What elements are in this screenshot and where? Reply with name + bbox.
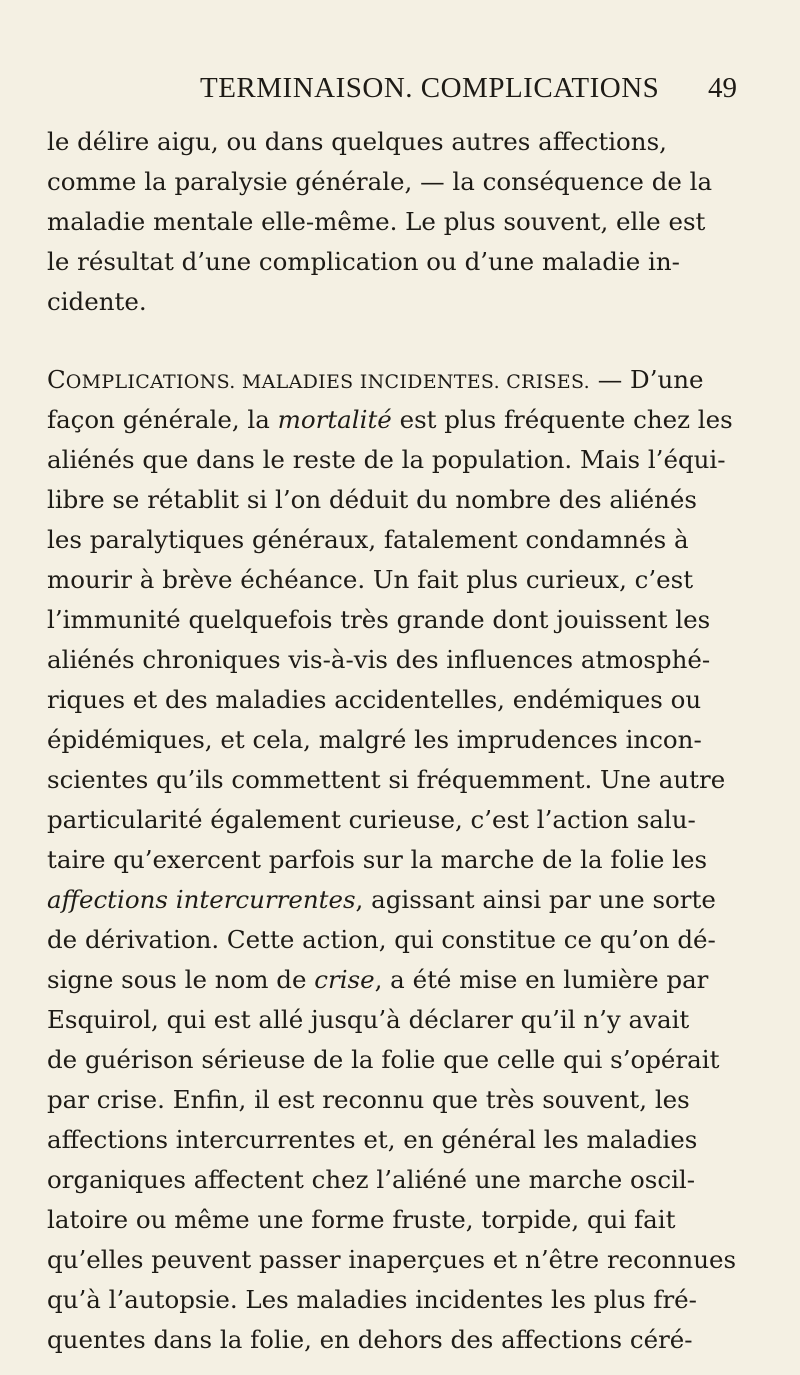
text-line: particularité également curieuse, c’est l’action salu- <box>47 805 696 834</box>
text-line: les paralytiques généraux, fatalement condamnés à <box>47 525 689 554</box>
text-line <box>47 960 763 1000</box>
text-line: libre se rétablit si l’on déduit du nombre des aliénés <box>47 485 697 514</box>
text-line: aliénés que dans le reste de la population. Mais l’équi- <box>47 445 726 474</box>
page-header <box>0 72 800 112</box>
paragraph-2 <box>47 360 763 1360</box>
text-line: maladie mentale elle-même. Le plus souvent, elle est <box>47 207 706 236</box>
paragraph-1 <box>47 122 763 322</box>
section-heading-initial: C <box>47 365 66 394</box>
text-line: mourir à brève échéance. Un fait plus curieux, c’est <box>47 565 694 594</box>
text-line: Esquirol, qui est allé jusqu’à déclarer qu’il n’y avait <box>47 1005 690 1034</box>
text-line: organiques affectent chez l’aliéné une marche oscil- <box>47 1165 696 1194</box>
text-line: par crise. Enfin, il est reconnu que très souvent, les <box>47 1085 690 1114</box>
text-segment: signe sous le nom de <box>47 965 315 994</box>
line-tail: — D’une <box>589 365 704 394</box>
page-number: 49 <box>708 72 737 104</box>
text-line <box>47 880 763 920</box>
text-line: scientes qu’ils commettent si fréquemment. Une autre <box>47 765 726 794</box>
text-line: cidente. <box>47 287 147 316</box>
section-heading <box>47 365 590 394</box>
emphasis: mortalité <box>277 405 392 434</box>
text-line: de dérivation. Cette action, qui constitue ce qu’on dé- <box>47 925 716 954</box>
text-segment: façon générale, la <box>47 405 278 434</box>
text-line: taire qu’exercent parfois sur la marche de la folie les <box>47 845 708 874</box>
text-line: affections intercurrentes et, en général les maladies <box>47 1125 698 1154</box>
text-line: de guérison sérieuse de la folie que celle qui s’opérait <box>47 1045 720 1074</box>
text-line: latoire ou même une forme fruste, torpide, qui fait <box>47 1205 676 1234</box>
text-line <box>47 360 763 400</box>
text-segment: , a été mise en lumière par <box>374 965 709 994</box>
text-line: aliénés chroniques vis-à-vis des influences atmosphé- <box>47 645 711 674</box>
text-line: qu’à l’autopsie. Les maladies incidentes les plus fré- <box>47 1285 697 1314</box>
text-line <box>47 400 763 440</box>
text-line: épidémiques, et cela, malgré les imprudences incon- <box>47 725 702 754</box>
text-line: le délire aigu, ou dans quelques autres affections, <box>47 127 667 156</box>
emphasis: crise <box>314 965 375 994</box>
text-line: comme la paralysie générale, — la conséquence de la <box>47 167 713 196</box>
text-line: quentes dans la folie, en dehors des affections céré- <box>47 1325 693 1354</box>
text-line: riques et des maladies accidentelles, endémiques ou <box>47 685 702 714</box>
running-title: TERMINAISON. COMPLICATIONS <box>200 72 660 104</box>
text-line: l’immunité quelquefois très grande dont jouissent les <box>47 605 711 634</box>
text-segment: est plus fréquente chez les <box>391 405 733 434</box>
section-heading-rest: OMPLICATIONS. MALADIES INCIDENTES. CRISES. <box>65 371 590 393</box>
text-segment: , agissant ainsi par une sorte <box>355 885 716 914</box>
emphasis: affections intercurrentes <box>47 885 356 914</box>
text-line: qu’elles peuvent passer inaperçues et n’être reconnues <box>47 1245 737 1274</box>
text-line: le résultat d’une complication ou d’une maladie in- <box>47 247 680 276</box>
body-text <box>47 122 763 1360</box>
